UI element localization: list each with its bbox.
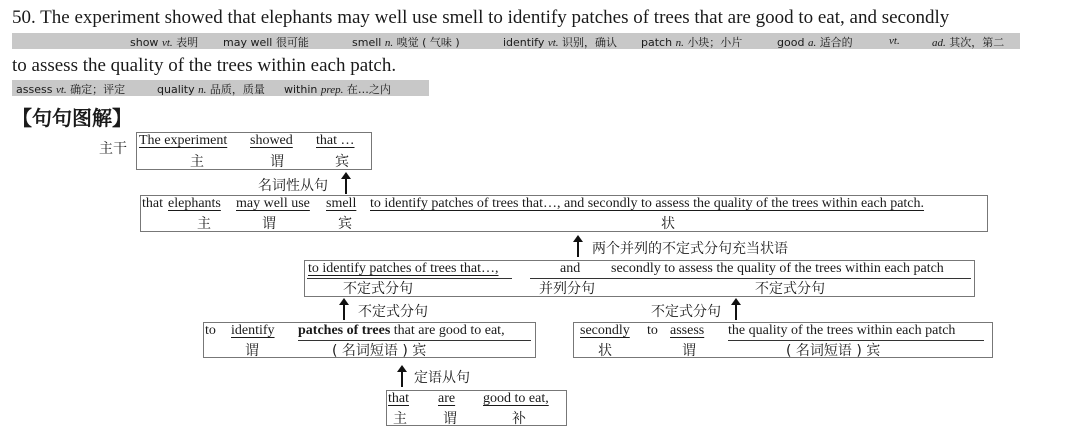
word-elephants: elephants <box>168 196 221 211</box>
role-object: 宾 <box>335 154 349 170</box>
gloss-quality: quality n. 品质，质量 <box>157 83 265 96</box>
role-predicate: 谓 <box>245 343 259 359</box>
gloss-smell: smell n. 嗅觉 ( 气味 ) <box>352 36 460 49</box>
role-predicate: 谓 <box>262 216 276 232</box>
arrow-3-label: 不定式分句 <box>358 304 428 320</box>
word-secondly: secondly <box>580 323 630 338</box>
word-assess: assess <box>670 323 705 338</box>
role-subject: 主 <box>393 411 407 427</box>
underline-2 <box>530 278 612 279</box>
role-object: ( 名词短语 ) 宾 <box>786 343 881 359</box>
role-predicate: 谓 <box>270 154 284 170</box>
word-smell: smell <box>326 196 357 211</box>
gloss-secondly: ad. 其次，第二 <box>932 36 1005 49</box>
underline-1 <box>307 278 512 279</box>
gloss-patch: patch n. 小块；小片 <box>641 36 743 49</box>
gloss-may-well: may well 很可能 <box>223 36 309 49</box>
section-heading: 【句句图解】 <box>12 106 132 130</box>
underline-object <box>298 340 531 341</box>
box-object-clause <box>140 195 988 232</box>
sentence-line-2: to assess the quality of the trees within each patch. <box>12 55 397 76</box>
word-and: and <box>560 261 581 276</box>
word-adverbial-phrase: to identify patches of trees that…, and secondly to assess the quality of the trees within each patch. <box>370 196 925 211</box>
role-object: ( 名词短语 ) 宾 <box>332 343 427 359</box>
gloss-vt: vt. <box>889 35 900 47</box>
role-infinitive-clause-1: 不定式分句 <box>343 281 413 297</box>
gloss-assess: assess vt. 确定；评定 <box>16 83 126 96</box>
role-predicate: 谓 <box>443 411 457 427</box>
box-infinitive-2 <box>573 322 993 358</box>
role-adverbial: 状 <box>661 216 675 232</box>
word-are: are <box>438 391 456 406</box>
word-to: to <box>205 323 216 338</box>
word-patches-phrase: patches of trees that are good to eat, <box>298 323 505 338</box>
word-showed: showed <box>250 133 293 148</box>
gloss-identify: identify vt. 识别，确认 <box>503 36 618 49</box>
word-quality-phrase: the quality of the trees within each patch <box>728 323 956 338</box>
arrow-1-label: 名词性从句 <box>258 178 328 194</box>
arrow-4-label: 不定式分句 <box>651 304 721 320</box>
role-predicate: 谓 <box>682 343 696 359</box>
word-that-ellipsis: that … <box>316 133 355 148</box>
box-infinitive-1 <box>203 322 536 358</box>
role-adverbial: 状 <box>598 343 612 359</box>
role-subject: 主 <box>197 216 211 232</box>
role-coordinate: 并列分句 <box>539 281 595 297</box>
word-to: to <box>647 323 658 338</box>
role-complement: 补 <box>512 411 526 427</box>
gloss-good: good a. 适合的 <box>777 36 853 49</box>
arrow-5-label: 定语从句 <box>414 370 470 386</box>
role-subject: 主 <box>190 154 204 170</box>
sentence-line-1: 50. The experiment showed that elephants may well use smell to identify patches of trees that are good to eat, and secondly <box>12 7 950 28</box>
word-that: that <box>142 196 163 211</box>
gloss-within: within prep. 在…之内 <box>284 83 391 96</box>
box-relative-clause <box>386 390 567 426</box>
word-secondly-clause: secondly to assess the quality of the trees within each patch <box>611 261 944 276</box>
word-good-to-eat: good to eat, <box>483 391 549 406</box>
underline-3 <box>611 278 971 279</box>
main-clause-label: 主干 <box>99 141 127 157</box>
word-to-identify-clause: to identify patches of trees that…, <box>308 261 499 276</box>
word-the-experiment: The experiment <box>139 133 228 148</box>
gloss-show: show vt. 表明 <box>130 36 199 49</box>
underline-object <box>728 340 984 341</box>
gloss-bar-1 <box>12 33 1020 49</box>
box-coordinate-clauses <box>304 260 975 297</box>
word-may-well-use: may well use <box>236 196 310 211</box>
box-main-clause <box>136 132 372 170</box>
role-infinitive-clause-2: 不定式分句 <box>755 281 825 297</box>
gloss-bar-2 <box>12 80 429 96</box>
word-that: that <box>388 391 409 406</box>
word-identify: identify <box>231 323 275 338</box>
role-object: 宾 <box>338 216 352 232</box>
arrow-2-label: 两个并列的不定式分句充当状语 <box>592 241 788 257</box>
